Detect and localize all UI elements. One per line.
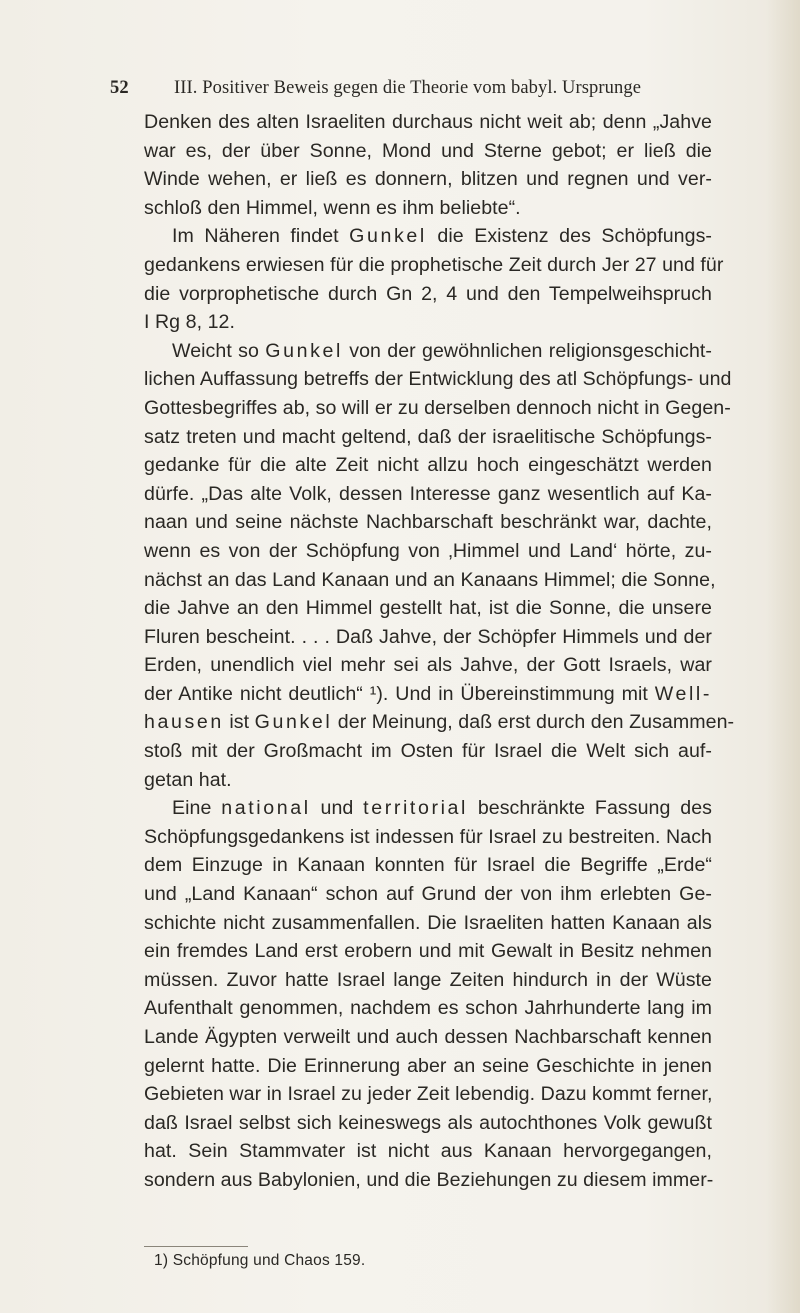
text-line: Gottesbegriffes ab, so will er zu derselben dennoch nicht in Gegen- [144, 396, 731, 419]
text-line: ein fremdes Land erst erobern und mit Gewalt in Besitz nehmen [144, 940, 712, 963]
text-line: die Jahve an den Himmel gestellt hat, ist die Sonne, die unsere [144, 597, 712, 620]
page-number: 52 [110, 78, 129, 98]
text-line: die vorprophetische durch Gn 2, 4 und den Tempelweihspruch [144, 282, 712, 305]
text-line: lichen Auffassung betreffs der Entwicklung des atl Schöpfungs- und [144, 368, 732, 391]
text-line: daß Israel selbst sich keineswegs als autochthones Volk gewußt [144, 1111, 712, 1134]
text-line: satz treten und macht geltend, daß der israelitische Schöpfungs- [144, 425, 712, 448]
text-line: gelernt hatte. Die Erinnerung aber an seine Geschichte in jenen [144, 1054, 712, 1077]
text-line: gedankens erwiesen für die prophetische Zeit durch Jer 27 und für [144, 253, 724, 276]
text-line: müssen. Zuvor hatte Israel lange Zeiten hindurch in der Wüste [144, 968, 712, 991]
text-line: Lande Ägypten verweilt und auch dessen Nachbarschaft kennen [144, 1026, 712, 1048]
text-line: wenn es von der Schöpfung von ‚Himmel und Land‘ hörte, zu- [144, 539, 712, 562]
text-line: Aufenthalt genommen, nachdem es schon Jahrhunderte lang im [144, 997, 712, 1020]
text-line: Weicht so Gunkel von der gewöhnlichen religionsgeschicht- [172, 339, 712, 362]
text-line: dürfe. „Das alte Volk, dessen Interesse ganz wesentlich auf Ka- [144, 482, 712, 505]
text-line: war es, der über Sonne, Mond und Sterne gebot; er ließ die [144, 139, 712, 162]
text-line: Denken des alten Israeliten durchaus nicht weit ab; denn „Jahve [144, 111, 712, 133]
text-line: schichte nicht zusammenfallen. Die Israeliten hatten Kanaan als [144, 911, 712, 934]
text-line: stoß mit der Großmacht im Osten für Israel die Welt sich auf- [144, 740, 712, 763]
text-line: Fluren bescheint. . . . Daß Jahve, der Schöpfer Himmels und der [144, 625, 712, 648]
text-line: Schöpfungsgedankens ist indessen für Israel zu bestreiten. Nach [144, 825, 712, 848]
footnote-text: Schöpfung und Chaos 159. [172, 1252, 366, 1269]
text-line: hat. Sein Stammvater ist nicht aus Kanaan hervorgegangen, [144, 1140, 712, 1163]
text-line: und „Land Kanaan“ schon auf Grund der von ihm erlebten Ge- [144, 883, 712, 906]
running-title: III. Positiver Beweis gegen die Theorie vom babyl. Ursprunge [174, 78, 642, 98]
text-line: Gebieten war in Israel zu jeder Zeit lebendig. Dazu kommt ferner, [144, 1083, 713, 1106]
text-line: dem Einzuge in Kanaan konnten für Israel die Begriffe „Erde“ [144, 854, 712, 877]
text-line: der Antike nicht deutlich“ ¹). Und in Übereinstimmung mit Well- [144, 682, 712, 705]
footnote-marker: 1) [154, 1252, 169, 1269]
page-edge-shadow [766, 0, 800, 1313]
text-line: Erden, unendlich viel mehr sei als Jahve, der Gott Israels, war [144, 654, 712, 677]
text-line: Im Näheren findet Gunkel die Existenz des Schöpfungs- [172, 225, 712, 248]
text-line: Winde wehen, er ließ es donnern, blitzen und regnen und ver- [144, 168, 712, 191]
text-line: naan und seine nächste Nachbarschaft beschränkt war, dachte, [144, 511, 712, 534]
text-line: gedanke für die alte Zeit nicht allzu hoch eingeschätzt werden [144, 454, 712, 477]
footnote-rule [144, 1246, 248, 1247]
text-line: getan hat. [144, 768, 232, 791]
text-line: hausen ist Gunkel der Meinung, daß erst durch den Zusammen- [144, 711, 735, 734]
footnote [154, 1252, 365, 1270]
text-line: I Rg 8, 12. [144, 311, 235, 334]
text-line: Eine national und territorial beschränkte Fassung des [172, 797, 712, 820]
text-line: sondern aus Babylonien, und die Beziehungen zu diesem immer- [144, 1168, 714, 1191]
running-header [110, 78, 710, 104]
text-line: schloß den Himmel, wenn es ihm beliebte“. [144, 196, 521, 219]
body-text [144, 108, 735, 1195]
text-line: nächst an das Land Kanaan und an Kanaans Himmel; die Sonne, [144, 568, 716, 591]
